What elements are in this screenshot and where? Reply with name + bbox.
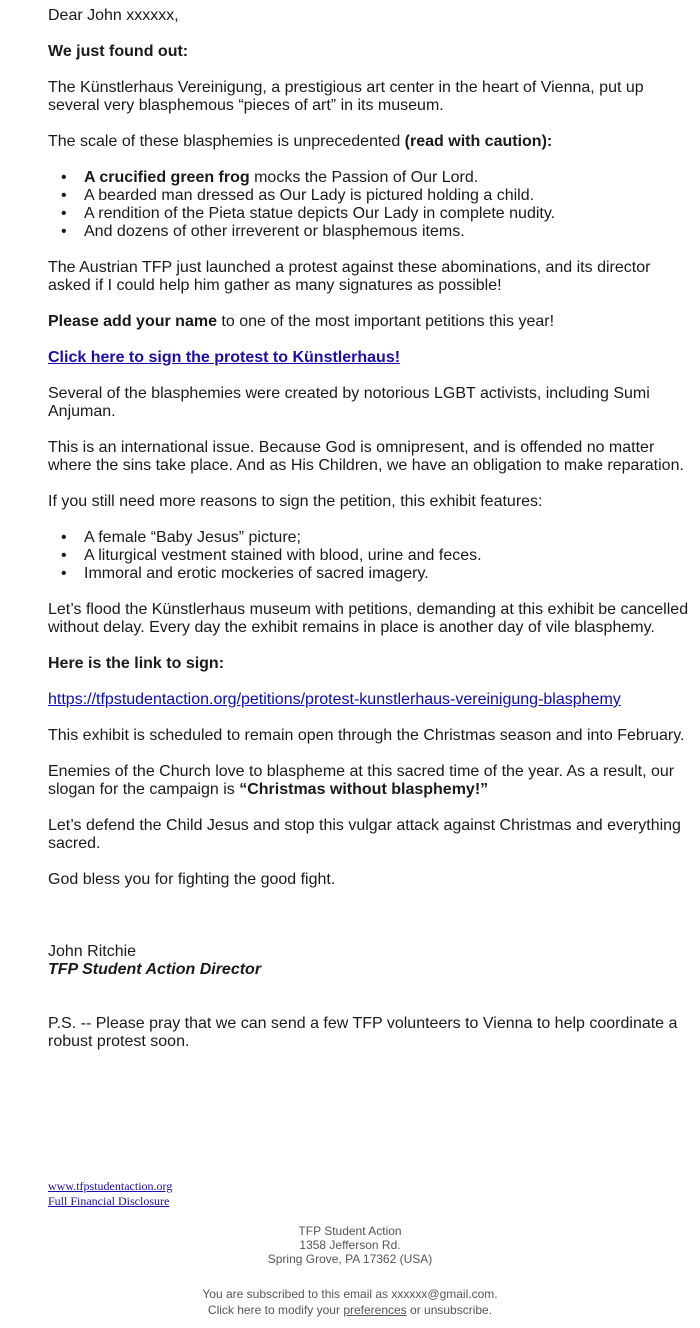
financial-disclosure-link[interactable]: Full Financial Disclosure <box>48 1194 170 1208</box>
please-text: to one of the most important petitions this year! <box>216 313 555 330</box>
street-address: 1358 Jefferson Rd. <box>299 1238 401 1252</box>
features-list <box>48 529 693 583</box>
bless-paragraph: God bless you for fighting the good fight. <box>48 871 336 888</box>
footer-address <box>0 1224 700 1266</box>
flood-paragraph: Let’s flood the Künstlerhaus museum with petitions, demanding at this exhibit be cancelled without delay. Every day the exhibit remains in place is another day of vile blasphemy. <box>48 601 689 636</box>
petition-url-link[interactable]: https://tfpstudentaction.org/petitions/protest-kunstlerhaus-vereinigung-blasphemy <box>48 691 621 708</box>
scale-caution: (read with caution): <box>404 133 553 150</box>
several-paragraph: Several of the blasphemies were created by notorious LGBT activists, including Sumi Anjuman. <box>48 385 650 420</box>
list-item-text: mocks the Passion of Our Lord. <box>249 169 479 186</box>
sign-link-paragraph <box>48 349 693 367</box>
city-address: Spring Grove, PA 17362 (USA) <box>267 1252 433 1266</box>
subscription-info <box>0 1286 700 1318</box>
scale-paragraph <box>48 133 693 151</box>
scheduled-paragraph: This exhibit is scheduled to remain open through the Christmas season and into February. <box>48 727 685 744</box>
please-bold: Please add your name <box>48 313 217 330</box>
enemies-paragraph <box>48 763 693 799</box>
list-item: • A liturgical vestment stained with blood, urine and feces. <box>48 547 693 565</box>
defend-paragraph: Let’s defend the Child Jesus and stop this vulgar attack against Christmas and everything sacred. <box>48 817 681 852</box>
scale-text: The scale of these blasphemies is unprecedented <box>48 133 405 150</box>
modify-post: or unsubscribe. <box>406 1303 493 1317</box>
list-item: • A bearded man dressed as Our Lady is pictured holding a child. <box>48 187 693 205</box>
enemies-text: Enemies of the Church love to blaspheme at this sacred time of the year. As a result, our slogan for the campaign is <box>48 763 675 798</box>
austrian-paragraph: The Austrian TFP just launched a protest against these abominations, and its director asked if I could help him gather as many signatures as possible! <box>48 259 651 294</box>
greeting: Dear John xxxxxx, <box>48 7 179 24</box>
intro-paragraph: The Künstlerhaus Vereinigung, a prestigious art center in the heart of Vienna, put up several very blasphemous “pieces of art” in its museum. <box>48 79 644 114</box>
list-item: • Immoral and erotic mockeries of sacred imagery. <box>48 565 693 583</box>
blasphemy-list <box>48 169 693 241</box>
sign-protest-link[interactable]: Click here to sign the protest to Künstlerhaus! <box>48 349 401 366</box>
reasons-paragraph: If you still need more reasons to sign the petition, this exhibit features: <box>48 493 543 510</box>
signer-title: TFP Student Action Director <box>48 961 262 978</box>
list-item: • And dozens of other irreverent or blasphemous items. <box>48 223 693 241</box>
modify-pre: Click here to modify your <box>207 1303 344 1317</box>
subscribed-text: You are subscribed to this email as xxxxxx@gmail.com. <box>202 1287 498 1301</box>
signer-name: John Ritchie <box>48 943 137 960</box>
footer-links <box>48 1179 172 1209</box>
list-item: • A rendition of the Pieta statue depicts Our Lady in complete nudity. <box>48 205 693 223</box>
preferences-link[interactable]: preferences <box>343 1303 407 1317</box>
slogan: “Christmas without blasphemy!” <box>239 781 489 798</box>
modify-line <box>0 1302 700 1318</box>
org-name: TFP Student Action <box>298 1224 402 1238</box>
list-item-bold: A crucified green frog <box>84 169 250 186</box>
url-paragraph <box>48 691 693 709</box>
link-heading: Here is the link to sign: <box>48 655 225 672</box>
please-paragraph <box>48 313 693 331</box>
international-paragraph: This is an international issue. Because God is omnipresent, and is offended no matter where the sins take place. And as His Children, we have an obligation to make reparation. <box>48 439 684 474</box>
ps-paragraph: P.S. -- Please pray that we can send a few TFP volunteers to Vienna to help coordinate a robust protest soon. <box>48 1015 678 1050</box>
list-item: • A female “Baby Jesus” picture; <box>48 529 693 547</box>
list-item <box>48 169 693 187</box>
found-out-heading: We just found out: <box>48 43 189 60</box>
website-link[interactable]: www.tfpstudentaction.org <box>48 1179 173 1193</box>
